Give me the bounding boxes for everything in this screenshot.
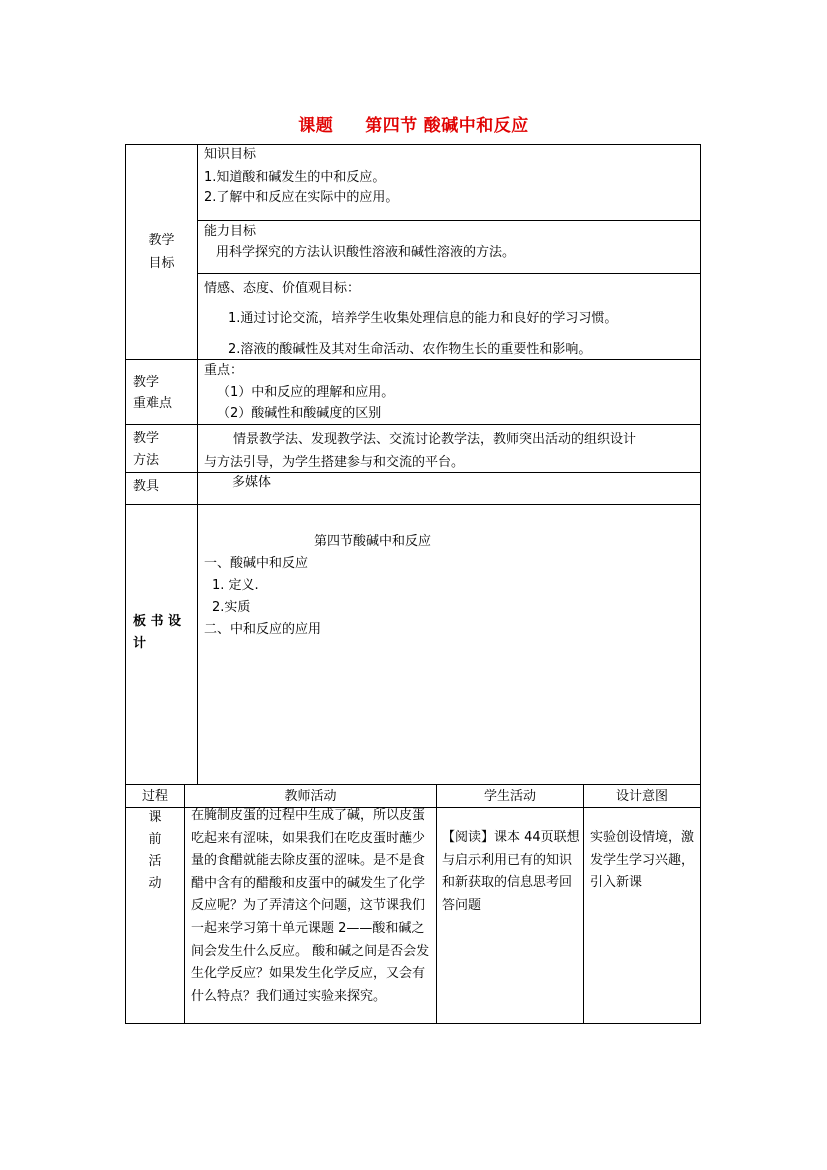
methods-text: 情景教学法、发现教学法、交流讨论教学法，教师突出活动的组织设计 — [233, 432, 637, 447]
methods-text: 与方法引导，为学生搭建参与和交流的平台。 — [204, 455, 465, 470]
row-divider — [125, 784, 701, 785]
keypoints-item: （2）酸碱性和酸碱度的区别 — [217, 406, 382, 421]
process-header: 学生活动 — [483, 789, 536, 804]
table-right-border — [700, 144, 701, 1024]
student-activity: 【阅读】课本 44页联想与启示利用已有的知识和新获取的信息思考回答问题 — [442, 830, 580, 913]
process-header: 过程 — [141, 789, 168, 804]
ability-heading: 能力目标 — [204, 224, 257, 239]
row-divider — [125, 359, 701, 360]
stage-char: 活 — [148, 854, 162, 869]
ability-item: 用科学探究的方法认识酸性溶液和碱性溶液的方法。 — [216, 245, 516, 260]
board-line: 二、中和反应的应用 — [204, 622, 322, 637]
knowledge-item: 1.知道酸和碱发生的中和反应。 — [204, 170, 386, 185]
column-divider — [436, 784, 437, 1024]
board-label-line1: 板 书 设 — [133, 614, 182, 629]
objectives-label-line2: 目标 — [148, 256, 175, 271]
knowledge-item: 2.了解中和反应在实际中的应用。 — [204, 190, 399, 205]
objectives-label-line1: 教学 — [148, 233, 175, 248]
emotion-item: 2.溶液的酸碱性及其对生命活动、农作物生长的重要性和影响。 — [228, 342, 592, 357]
keypoints-label-line1: 教学 — [133, 375, 160, 390]
methods-label-line2: 方法 — [133, 453, 160, 468]
page-title — [0, 111, 827, 136]
row-divider — [197, 273, 701, 274]
board-label-line2: 计 — [133, 636, 147, 651]
board-line: 一、酸碱中和反应 — [204, 556, 309, 571]
keypoints-item: （1）中和反应的理解和应用。 — [217, 385, 395, 400]
teacher-activity: 在腌制皮蛋的过程中生成了碱，所以皮蛋吃起来有涩味，如果我们在吃皮蛋时蘸少量的食醋就能去除皮蛋的涩味。是不是食醋中含有的醋酸和皮蛋中的碱发生了化学反应呢？为了弄清这个问题，这节课我们一起来学习第十单元课题 2——酸和碱之间会发生什么反应。 酸和碱之间是否会发生化学反应？如果发生化学反应，又会有什么特点？我们通过实验来探究。 — [191, 808, 430, 1004]
board-title: 第四节酸碱中和反应 — [314, 534, 432, 549]
tools-label: 教具 — [133, 479, 160, 494]
emotion-heading: 情感、态度、价值观目标： — [204, 281, 361, 296]
keypoints-label-line2: 重难点 — [133, 396, 173, 411]
title-label: 课题 — [298, 116, 334, 136]
column-divider — [583, 784, 584, 1024]
process-header: 教师活动 — [284, 789, 337, 804]
stage-char: 前 — [148, 832, 162, 847]
stage-char: 课 — [148, 810, 162, 825]
row-divider — [125, 472, 701, 473]
tools-value: 多媒体 — [232, 475, 272, 490]
table-bottom-border — [125, 1023, 701, 1024]
table-top-border — [125, 144, 701, 145]
methods-label-line1: 教学 — [133, 431, 160, 446]
column-divider — [197, 144, 198, 785]
stage-char: 动 — [148, 876, 162, 891]
row-divider — [197, 220, 701, 221]
column-divider — [184, 784, 185, 1024]
emotion-item: 1.通过讨论交流，培养学生收集处理信息的能力和良好的学习习惯。 — [228, 311, 618, 326]
keypoints-heading: 重点： — [204, 363, 244, 378]
board-line: 1. 定义. — [212, 578, 259, 593]
knowledge-heading: 知识目标 — [204, 147, 257, 162]
table-left-border — [125, 144, 126, 1024]
process-header: 设计意图 — [615, 789, 668, 804]
board-line: 2.实质 — [212, 600, 251, 615]
title-topic: 酸碱中和反应 — [423, 116, 529, 136]
row-divider — [125, 424, 701, 425]
design-intent: 实验创设情境，激发学生学习兴趣，引入新课 — [590, 830, 695, 891]
title-section: 第四节 — [365, 116, 418, 136]
row-divider — [125, 504, 701, 505]
